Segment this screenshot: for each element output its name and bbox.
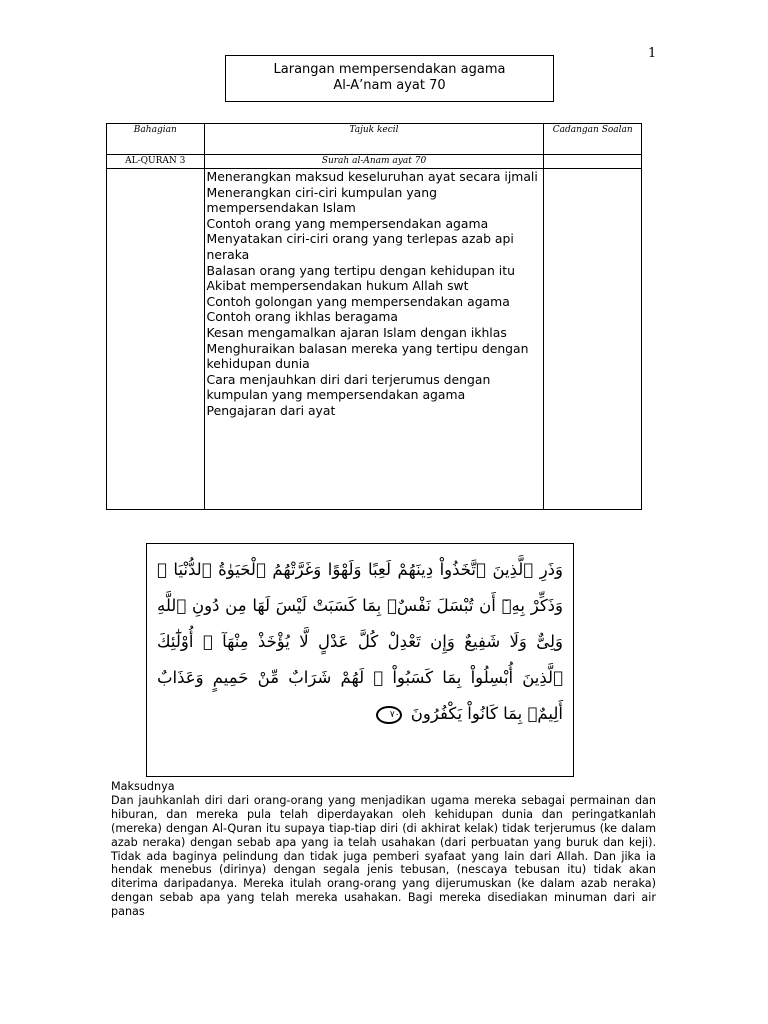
cell-soalan-empty-2 [544,169,642,510]
list-item: Akibat mempersendakan hukum Allah swt [206,278,469,294]
translation-text: Dan jauhkanlah diri dari orang-orang yang menjadikan ugama mereka sebagai permainan dan hiburan, dan mereka pula telah diperdayakan oleh kehidupan dunia dan peringatkanlah (mereka) dengan Al-Quran itu supaya tiap-tiap diri (di akhirat kelak) tidak terjerumus (ke dalam azab neraka) dengan sebab apa yang ia telah usahakan (dari perbuatan yang buruk dan keji). Tidak ada baginya pelindung dan tidak juga pemberi syafaat yang lain dari Allah. Dan jika ia hendak menebus (dirinya) dengan segala jenis tebusan, (nescaya tebusan itu) tidak akan diterima daripadanya. Mereka itulah orang-orang yang dijerumuskan (ke dalam azab neraka) dengan sebab apa yang telah mereka usahakan. Bagi mereka disediakan minuman dari air panas [111,793,656,919]
list-item: Contoh orang yang mempersendakan agama [206,215,489,231]
title-line-2: Al-A’nam ayat 70 [333,78,446,93]
outline-table [106,123,642,510]
cell-soalan-empty [544,155,642,169]
list-item: Menyatakan ciri-ciri orang yang terlepas azab api neraka [206,231,514,262]
arabic-verse-box [146,543,574,777]
arabic-verse-text: وَذَرِ ٱلَّذِينَ ٱتَّخَذُواْ دِينَهُمْ لَعِبًا وَلَهْوًا وَغَرَّتْهُمُ ٱلْحَيَوٰةُ ٱلدُّنْيَا ۚ وَذَكِّرْ بِهِۦٓ أَن تُبْسَلَ نَفْسٌۢ بِمَا كَسَبَتْ لَيْسَ لَهَا مِن دُونِ ٱللَّهِ وَلِىٌّ وَلَا شَفِيعٌ وَإِن تَعْدِلْ كُلَّ عَدْلٍ لَّا يُؤْخَذْ مِنْهَآ ۗ أُوْلَٰٓئِكَ ٱلَّذِينَ أُبْسِلُواْ بِمَا كَسَبُواْ ۖ لَهُمْ شَرَابٌ مِّنْ حَمِيمٍ وَعَذَابٌ أَلِيمٌۢ بِمَا كَانُواْ يَكْفُرُونَ [157,560,563,723]
verse-number-marker: ٧٠ [376,706,402,724]
header-cadangan-soalan: Cadangan Soalan [544,124,642,155]
table-header-row [107,124,642,155]
topic-list [207,169,544,419]
list-item: Kesan mengamalkan ajaran Islam dengan ikhlas [206,324,507,340]
cell-bahagian-empty [107,169,205,510]
list-item: Contoh golongan yang mempersendakan agama [206,293,510,309]
page-number: 1 [648,46,657,61]
cell-bahagian: AL-QURAN 3 [107,155,205,169]
list-item: Menerangkan ciri-ciri kumpulan yang mempersendakan Islam [206,184,437,216]
table-row [107,155,642,169]
title-box [225,55,554,102]
list-item: Contoh orang ikhlas beragama [206,309,398,325]
header-tajuk-kecil: Tajuk kecil [204,124,544,155]
list-item: Menerangkan maksud keseluruhan ayat secara ijmali [206,169,538,184]
cell-topics [204,169,544,510]
list-item: Menghuraikan balasan mereka yang tertipu dengan kehidupan dunia [206,340,529,372]
cell-surah: Surah al-Anam ayat 70 [204,155,544,169]
list-item: Cara menjauhkan diri dari terjerumus dengan kumpulan yang mempersendakan agama [206,371,491,403]
title-line-1: Larangan mempersendakan agama [273,62,506,77]
translation-section [111,780,656,919]
list-item: Pengajaran dari ayat [206,402,336,418]
header-bahagian: Bahagian [107,124,205,155]
table-row-topics [107,169,642,510]
translation-label: Maksudnya [111,780,175,793]
list-item: Balasan orang yang tertipu dengan kehidupan itu [206,262,515,278]
